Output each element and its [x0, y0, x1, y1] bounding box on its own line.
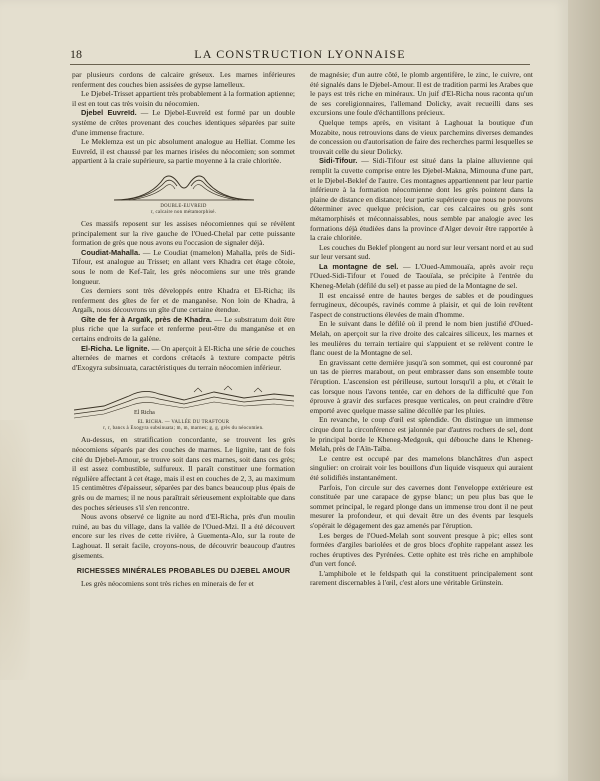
- paragraph: L'amphibole et le feldspath qui la constituent principalement sont rarement discernables à l'œil, c'est alors une véritable Grünstein.: [310, 568, 533, 588]
- paragraph: [72, 315, 295, 344]
- figure-caption: r, calcaire non métamorphisé.: [150, 209, 217, 215]
- paragraph: [72, 344, 295, 373]
- left-column: [72, 70, 295, 760]
- figure-double-euvreid: [72, 170, 295, 216]
- paragraph: [310, 156, 533, 242]
- paragraph-text: — L'Oued-Ammouaïa, après avoir reçu l'Oued-Sidi-Tifour et l'oued de Taouïala, se précipite à l'entrée du Kheneg-Melah (défilé du sel) et passe au pied de la Montagne de sel.: [310, 261, 533, 291]
- section-lead: Coudiat-Mahalla.: [81, 247, 141, 257]
- paragraph: En gravissant cette dernière jusqu'à son sommet, qui est couronné par un tas de pierres marabout, on peut embrasser dans son ensemble toute l'éruption. L'ascension est périlleuse, surtout lorsqu'il a plu, et c'était le cas lorsque nous l'avons tentée, car en dehors de la difficulté que l'on éprouve à gravir des surfaces presque verticales, on peut craindre d'être emporté avec quelque masse saline décollée par les pluies.: [310, 357, 533, 415]
- paragraph: En le suivant dans le défilé où il prend le nom bien justifié d'Oued-Melah, on aperçoit sur la rive droite des calcaires siliceux, les marnes et les meulières du terrain tertiaire qui s'appuient et se relèvent contre le flanc ouest de la Montagne de sel.: [310, 319, 533, 358]
- geological-section-drawing: [109, 170, 259, 204]
- section-lead: El-Richa. Le lignite.: [81, 343, 150, 353]
- paragraph: Le centre est occupé par des mamelons blanchâtres d'un aspect singulier: on croirait voir les bouillons d'un liquide visqueux qui auraient été solidifiés instantanément.: [310, 453, 533, 482]
- paragraph: [72, 108, 295, 137]
- right-column: [310, 70, 533, 760]
- page-edge: [568, 0, 600, 781]
- figure-caption: r, r, bancs à Exogyra subsinuata; m, m, marnes; g, g, grès du néocomien.: [103, 426, 264, 432]
- paragraph: Les couches du Beklef plongent au nord sur leur versant nord et au sud sur leur versant sud.: [310, 242, 533, 262]
- paragraph: Ces massifs reposent sur les assises néocomiennes qui se révèlent principalement sur la rive gauche de l'Oued-Chelal par cette puissante formation de grès que nous avons eu l'occasion de signaler déjà.: [72, 218, 295, 248]
- section-heading: RICHESSES MINÉRALES PROBABLES DU DJEBEL AMOUR: [76, 566, 291, 576]
- header-rule: [70, 64, 530, 65]
- paragraph-text: — Le substratum doit être plus riche que la surface et renferme peut-être du manganèse et en certains endroits de la galène.: [72, 314, 295, 344]
- paragraph-text: — On aperçoit à El-Richa une série de couches alternées de marnes et cordons crétacés à texture compacte pétris d'Exogyra subsinuata, caractéristiques du terrain néocomien inférieur.: [72, 343, 295, 372]
- section-lead: Gîte de fer à Argaïk, près de Khadra.: [81, 314, 212, 324]
- running-title: LA CONSTRUCTION LYONNAISE: [194, 47, 406, 61]
- figure-title: DOUBLE-EUVREID: [160, 203, 207, 209]
- paragraph: Au-dessus, en stratification concordante, se trouvent les grès néocomiens séparés par des couches de marnes. Le lignite, tant de fois cité du Djebel-Amour, se trouve soit dans ces marnes, soit dans ces grès; il est assez combustible, sulfureux. Il paraît constituer une formation régulière affectant à cet étage, mais il est en couches de 2, 3, au maximum 15 centimètres d'épaisseur, séparées par des bancs beaucoup plus épais de grès ou de marnes; il ne nous paraîtrait sérieusement exploitable que dans des poches sérieuses s'il s'en rencontre.: [72, 435, 295, 512]
- paragraph: de magnésie; d'un autre côté, le plomb argentifère, le zinc, le cuivre, ont été signalés dans le Djebel-Amour. Il est de tradition parmi les Arabes que le pays est très riche en minéraux. Un juif d'El-Richa nous raconta qu'un de ses coreligionnaires, l'allemand Dolicky, avait recueilli dans ses excursions une foule d'échantillons précieux.: [310, 70, 533, 118]
- paragraph: par plusieurs cordons de calcaire gréseux. Les marnes inférieures renferment des couches bien assisées de gypse lamelleux.: [72, 70, 295, 89]
- page-header: [70, 47, 530, 63]
- paragraph: En revanche, le coup d'œil est splendide. On distingue un immense cirque dont la circonférence est jalonnée par d'autres rochers de sel, dont le principal borde le Kheneg-Medgouk, qui débouche dans le Kheneg-Melah, près de l'Aïn-Taïba.: [310, 415, 533, 454]
- paragraph: Le Djebel-Trisset appartient très probablement à la formation aptienne; il est en tout cas très voisin du néocomien.: [72, 89, 295, 108]
- paragraph: Les grès néocomiens sont très riches en minerais de fer et: [81, 578, 254, 588]
- el-richa-section-drawing: [74, 376, 294, 420]
- section-lead: Sidi-Tifour.: [319, 156, 358, 166]
- figure-inline-label: El Richa: [133, 410, 155, 417]
- page-number: 18: [70, 47, 82, 61]
- paragraph: Ces derniers sont très développés entre Khadra et El-Richa; ils renferment des gîtes de fer et de manganèse. Non loin de Khadra, à Argaïk, nous découvrons un gîte d'une certaine étendue.: [72, 286, 295, 315]
- figure-title: EL RICHA. — VALLÉE DU TRAFTOUR: [137, 420, 230, 426]
- paragraph: Quelque temps après, en visitant à Laghouat la boutique d'un Mozabite, nous retrouvions dans de vieux parchemins diverses demandes de concession ou d'autorisation de faire des recherches parmi lesquelles se trouvait celle du sieur Dolicky.: [310, 117, 533, 156]
- paragraph: [310, 262, 533, 291]
- paragraph-text: — Le Coudiat (mamelon) Mahalla, près de Sidi-Tifour, est analogue au Trisset; en allant vers Khadra cet étage côtoie, sous le nom de Kef-Taïr, les grès néocomiens sur une très grande longueur.: [72, 247, 295, 286]
- figure-el-richa: [72, 376, 295, 432]
- paragraph: Le Meklemza est un pic absolument analogue au Helliat. Comme les Euvreïd, il est chaussé par les marnes irisées du néocomien; son sommet appartient à la craie supérieure, sa partie moyenne à la craie chloritée.: [72, 137, 295, 166]
- paragraph: [72, 248, 295, 286]
- paper-stain: [0, 420, 30, 680]
- section-lead: Djebel Euvreïd.: [81, 108, 137, 118]
- paragraph-text: — Sidi-Tifour est situé dans la plaine alluvienne qui remplit la cuvette comprise entre les Djebel-Makna, Mimouna d'une part, et le Djebel-Beklef de l'autre. Ces montagnes appartiennent par leur partie inférieure à la formation néocomienne dont les grès pointent dans la plaine de distance en distance; leur partie supérieure que nous ne pouvons déterminer avec quelque précision, car ces calcaires ou grès sont métamorphisés et méconnaissables, nous semble par analogie avec les formations déjà étudiées dans la province d'Alger devoir être rapportée à la craie chloritée.: [310, 156, 533, 243]
- paragraph: Nous avons observé ce lignite au nord d'El-Richa, près d'un moulin ruiné, au bas du village, dans la vallée de l'Oued-Mzi. Il a été découvert encore sur les rives de cette rivière, à Guementa-Alo, sur la route de Laghouat. Il serait facile, croyons-nous, de découvrir beaucoup d'autres gisements.: [72, 512, 295, 560]
- paragraph: Les berges de l'Oued-Melah sont souvent presque à pic; elles sont formées d'argiles bariolées et de gros blocs d'ophite rappelant assez les roches éruptives des Pyrénées. Cette ophite est très riche en amphibole d'un vert foncé.: [310, 530, 533, 569]
- paragraph-text: — Le Djebel-Euvreïd est formé par un double système de crêtes provenant des couches identiques séparées par suite d'une immense fracture.: [72, 108, 295, 137]
- paragraph: Parfois, l'on circule sur des cavernes dont l'enveloppe extérieure est constituée par une carapace de gypse blanc; un peu plus bas que le sommet principal, le regard plonge dans un immense trou dont il ne peut mesurer la profondeur, et qui devait être un des évents par lesquels s'opérait le dégagement des gaz amenés par l'éruption.: [310, 482, 533, 530]
- paragraph: Il est encaissé entre de hautes berges de sables et de poudingues ferrugineux, découpés, ravinés comme à plaisir, et qui de loin revêtent l'aspect de constructions élevées de main d'homme.: [310, 290, 533, 319]
- section-lead: La montagne de sel.: [319, 261, 399, 271]
